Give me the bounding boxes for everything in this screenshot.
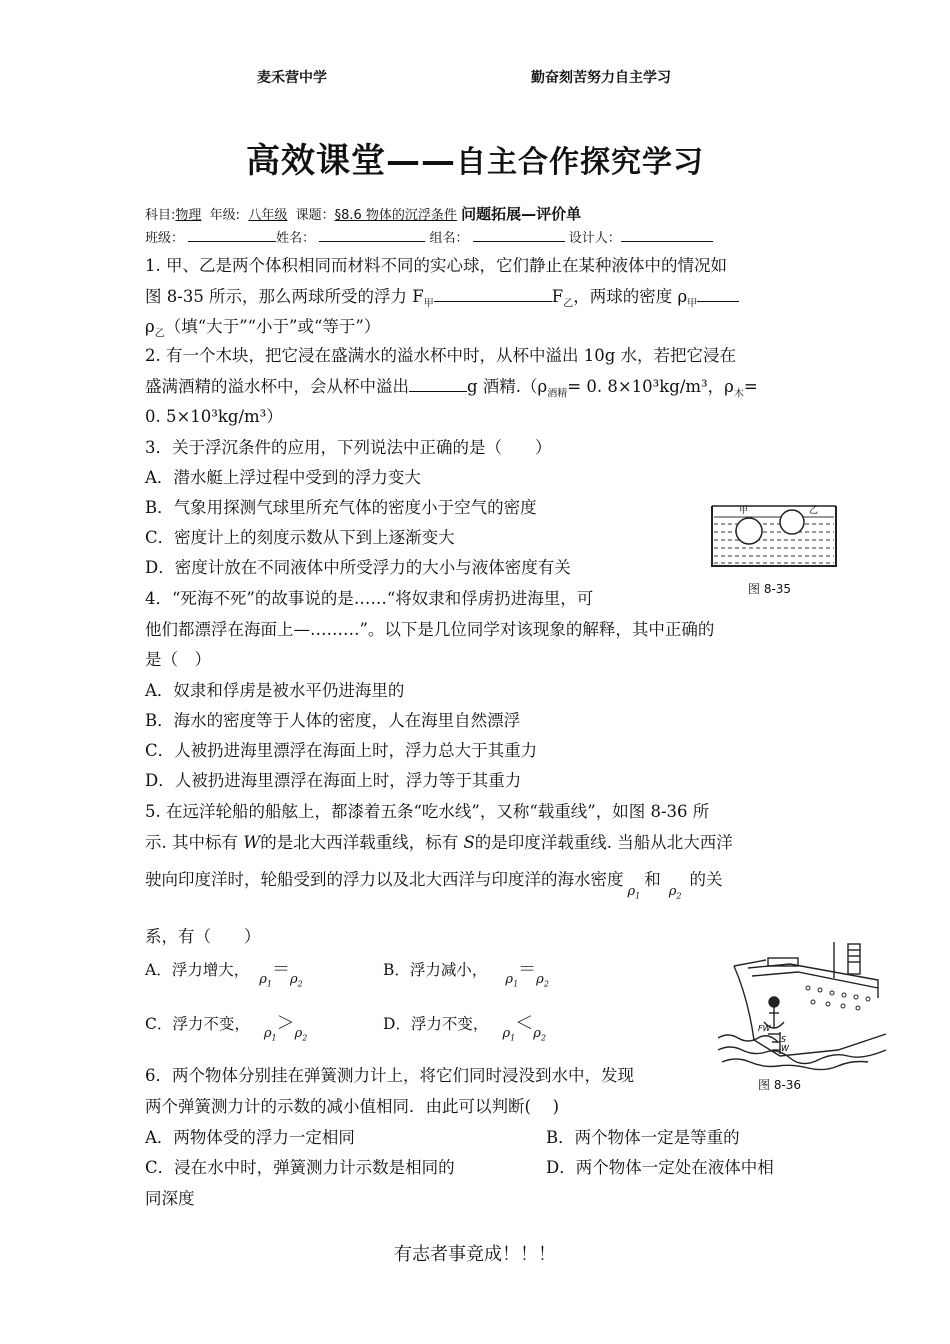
q6-line1: 6．两个物体分别挂在弹簧测力计上，将它们同时浸没到水中，发现 (145, 1066, 634, 1085)
figure-8-36 (718, 938, 888, 1073)
q2-line3: 0. 5×10³kg/m³） (145, 407, 283, 426)
motto: 勤奋刻苦努力自主学习 (531, 70, 671, 86)
q3-option-c: C．密度计上的刻度示数从下到上逐渐变大 (145, 528, 455, 547)
q4-line3: 是（ ） (145, 650, 211, 669)
q4-option-a: A．奴隶和俘虏是被水平仍进海里的 (145, 681, 405, 700)
page-title (0, 133, 950, 182)
q5-option-a: A．浮力增大，$\rho_1=\rho_2$ (145, 959, 303, 989)
subject-value: 物理 (175, 208, 202, 223)
figure-8-35-caption: 图 8-35 (748, 582, 792, 596)
q5-line3: 驶向印度洋时，轮船受到的浮力以及北大西洋与印度洋的海水密度$\rho_1$和$\rho_2$的关 (145, 870, 723, 901)
group-label: 组名： (429, 231, 469, 246)
q3-option-b: B．气象用探测气球里所充气体的密度小于空气的密度 (145, 498, 537, 517)
subject-label: 科目: (145, 208, 176, 223)
q5-line1: 5. 在远洋轮船的船舷上，都漆着五条“吃水线”，又称“载重线”，如图 8-36 所 (145, 802, 710, 821)
figure-8-35 (708, 500, 840, 572)
q3-option-d: D．密度计放在不同液体中所受浮力的大小与液体密度有关 (145, 558, 571, 577)
q4-line2: 他们都漂浮在海面上—………”。以下是几位同学对该现象的解释，其中正确的 (145, 620, 715, 639)
footer-slogan: 有志者事竟成！！！ (394, 1244, 556, 1265)
q2-line1: 2. 有一个木块，把它浸在盛满水的溢水杯中时，从杯中溢出 10g 水，若把它浸在 (145, 346, 737, 365)
name-label: 姓名： (276, 231, 316, 246)
course-info (145, 203, 581, 224)
label-jia: 甲 (739, 506, 749, 516)
q4-option-b: B．海水的密度等于人体的密度，人在海里自然漂浮 (145, 711, 521, 730)
ball-jia (736, 518, 762, 544)
q5-option-d: D．浮力不变，$\rho_1<\rho_2$ (383, 1013, 546, 1043)
grade-value: 八年级 (248, 208, 288, 223)
group-blank[interactable] (473, 227, 565, 242)
q5-line4: 系，有（ ） (145, 927, 261, 946)
q6-option-d: D．两个物体一定处在液体中相 (546, 1158, 774, 1177)
q5-line2: 示. 其中标有 W的是北大西洋载重线，标有 S的是印度洋载重线. 当船从北大西洋 (145, 833, 733, 852)
q5-option-c: C．浮力不变，$\rho_1>\rho_2$ (145, 1013, 308, 1043)
mark-s: S (781, 1035, 787, 1044)
q4-option-c: C．人被扔进海里漂浮在海面上时，浮力总大于其重力 (145, 741, 538, 760)
title-main: 高效课堂—— (246, 141, 456, 181)
student-info (145, 227, 713, 246)
q1-line3: $\rho_乙$（填“大于”“小于”或“等于”） (145, 317, 381, 340)
designer-blank[interactable] (621, 227, 713, 242)
label-yi: 乙 (809, 506, 819, 516)
q4-line1: 4．“死海不死”的故事说的是……“将奴隶和俘虏扔进海里，可 (145, 589, 594, 608)
figure-8-36-caption: 图 8-36 (758, 1078, 802, 1092)
mark-w: W (781, 1044, 789, 1053)
q6-option-d-cont: 同深度 (145, 1189, 195, 1208)
class-label: 班级： (145, 231, 185, 246)
sheet-type: 问题拓展—评价单 (461, 205, 582, 223)
q6-line2: 两个弹簧测力计的示数的减小值相同．由此可以判断( ) (145, 1097, 560, 1116)
q2-line2: 盛满酒精的溢水杯中，会从杯中溢出 g 酒精$.(\rho_{酒精}= 0$. 8×10³kg/m³，$\rho_木=$ (145, 377, 758, 400)
q6-option-a: A．两物体受的浮力一定相同 (145, 1128, 355, 1147)
q6-option-b: B．两个物体一定是等重的 (546, 1128, 740, 1147)
q1-blank-density[interactable] (697, 287, 739, 302)
topic-label: 课题： (295, 208, 335, 223)
grade-label: 年级: (209, 208, 241, 223)
q1-blank-buoyancy[interactable] (434, 287, 552, 302)
q3-option-a: A．潜水艇上浮过程中受到的浮力变大 (145, 468, 421, 487)
q5-option-b: B．浮力减小，$\rho_1=\rho_2$ (383, 959, 549, 989)
q6-option-c: C．浸在水中时，弹簧测力计示数是相同的 (145, 1158, 455, 1177)
mark-fw: FW (758, 1024, 771, 1033)
q2-blank[interactable] (409, 377, 467, 392)
ball-yi (780, 510, 804, 534)
title-sub: 自主合作探究学习 (456, 145, 704, 180)
class-blank[interactable] (188, 227, 276, 242)
q1-line1: 1. 甲、乙是两个体积相同而材料不同的实心球，它们静止在某种液体中的情况如 (145, 256, 727, 275)
q4-option-d: D．人被扔进海里漂浮在海面上时，浮力等于其重力 (145, 771, 522, 790)
designer-label: 设计人： (568, 231, 621, 246)
q1-line2: 图 8-35 所示，那么两球所受的浮力 $F_甲$ $F_乙$，两球的密度 $\rho_甲$ (145, 283, 739, 309)
q3-stem: 3．关于浮沉条件的应用，下列说法中正确的是（ ） (145, 438, 552, 457)
school-name: 麦禾营中学 (257, 70, 327, 86)
name-blank[interactable] (319, 227, 425, 242)
topic-value: §8.6 物体的沉浮条件 (334, 208, 457, 223)
